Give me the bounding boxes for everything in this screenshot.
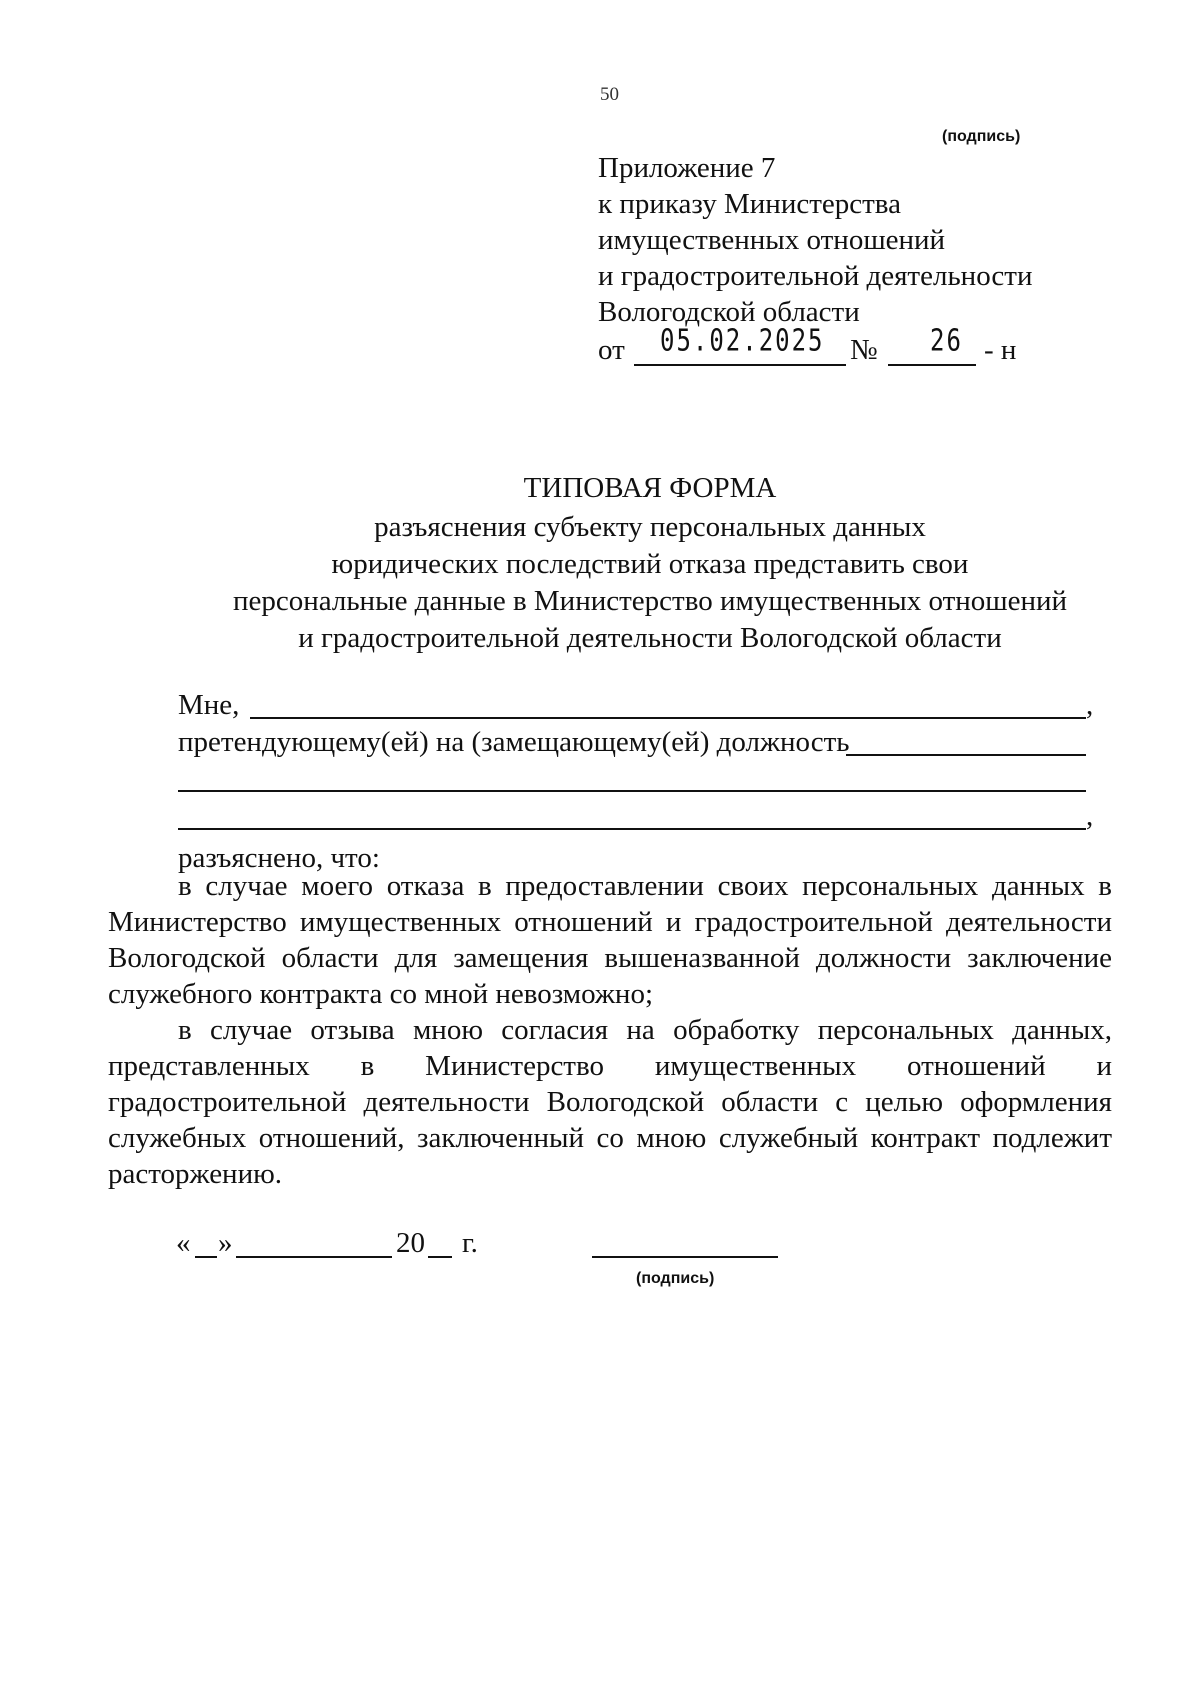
position-comma: , [1086,800,1094,832]
annex-number-value: 26 [930,323,963,358]
annex-number-label: № [850,334,878,366]
annex-line-3: и градостроительной деятельности [598,260,1033,292]
position-label: претендующему(ей) на (замещающему(ей) должность [178,726,850,758]
form-subtitle-line-4: и градостроительной деятельности Вологодской области [298,622,1002,654]
form-subtitle-line-3: персональные данные в Министерство имущественных отношений [232,585,1068,617]
name-underline [250,717,1086,719]
paragraph-refusal: в случае моего отказа в предоставлении своих персональных данных в Министерство имущественных отношений и градостроительной деятельности Вологодской области для замещения вышеназванной должности заключение служебного контракта со мной невозможно; [108,870,1112,1010]
explained-label: разъяснено, что: [178,842,380,874]
me-label: Мне, [178,689,240,721]
annex-date-underline [634,364,846,366]
year-suffix: г. [462,1227,478,1259]
position-underline-1 [846,754,1086,756]
position-underline-2 [178,790,1086,792]
annex-line-1: к приказу Министерства [598,188,901,220]
date-quote-open: « [176,1227,191,1259]
annex-from-label: от [598,334,625,366]
annex-number-underline [888,364,976,366]
year-underline [428,1256,452,1258]
annex-number-suffix: - н [984,334,1017,366]
month-underline [236,1256,392,1258]
page-number: 50 [600,84,619,105]
signature-underline [592,1256,778,1258]
form-subtitle-line-2: юридических последствий отказа представить свои [331,548,969,580]
form-subtitle-line-1: разъяснения субъекту персональных данных [374,511,926,543]
position-underline-3 [178,828,1086,830]
annex-line-4: Вологодской области [598,296,860,328]
top-signature-caption: (подпись) [942,128,1021,145]
form-heading: ТИПОВАЯ ФОРМА [523,472,777,504]
paragraph-withdrawal: в случае отзыва мною согласия на обработку персональных данных, представленных в Министерство имущественных отношений и градостроительной деятельности Вологодской области с целью оформления служебных отношений, заключенный со мною служебный контракт подлежит расторжению. [108,1014,1112,1190]
annex-line-2: имущественных отношений [598,224,946,256]
year-prefix: 20 [396,1227,425,1259]
annex-date-value: 05.02.2025 [660,323,825,358]
annex-title: Приложение 7 [598,152,776,184]
day-underline [195,1256,217,1258]
bottom-signature-caption: (подпись) [636,1270,715,1287]
name-comma: , [1086,689,1094,721]
date-quote-close: » [218,1227,233,1259]
